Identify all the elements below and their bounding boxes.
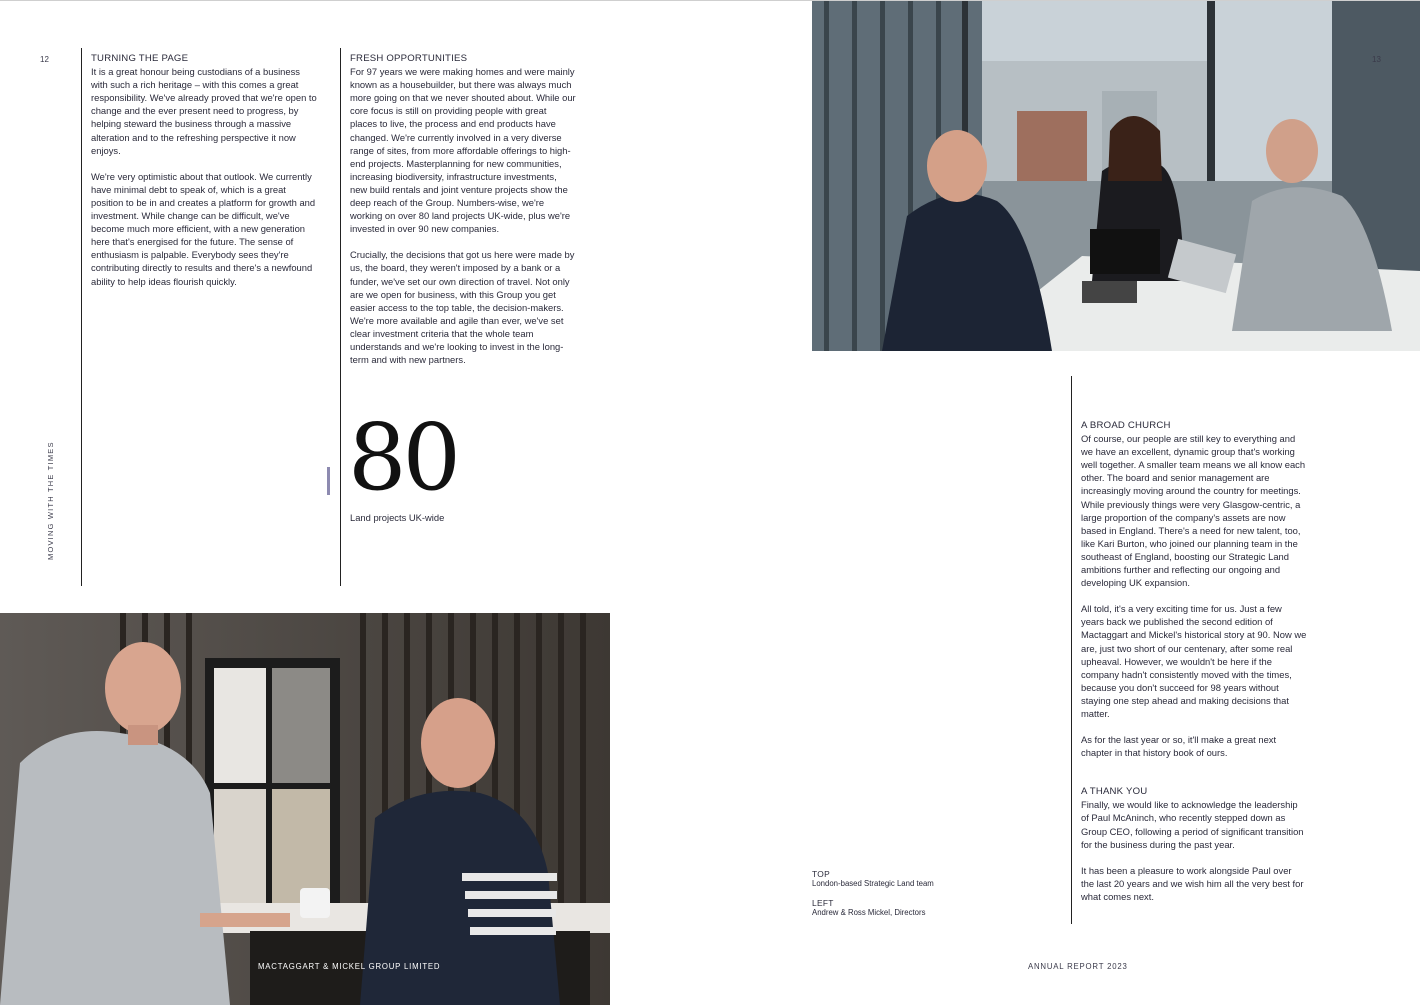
photo-caption-top — [812, 869, 1012, 889]
footer-report-title: ANNUAL REPORT 2023 — [1028, 962, 1128, 971]
section-heading: A BROAD CHURCH — [1081, 420, 1171, 431]
caption-text: London-based Strategic Land team — [812, 879, 934, 888]
stat-caption: Land projects UK-wide — [350, 512, 445, 523]
section-heading: A THANK YOU — [1081, 786, 1148, 798]
paragraph: All told, it's a very exciting time for us. Just a few years back we published the second edition of Mactaggart and Mickel's historical story at 90. Now we are, just two short of our centenary, after some real upheaval. However, we wouldn't be here if the company hadn't consistently moved with the times, because you don't succeed for 98 years without staying one step ahead and making decisions that matter. — [1081, 603, 1307, 719]
column-rule-2 — [340, 48, 341, 586]
column-fresh-opportunities — [350, 52, 576, 379]
column-turning-the-page — [91, 52, 317, 301]
section-heading: TURNING THE PAGE — [91, 53, 189, 64]
paragraph: As for the last year or so, it'll make a great next chapter in that history book of ours. — [1081, 734, 1277, 759]
column-rule-1 — [81, 48, 82, 586]
page-number-right: 13 — [1372, 55, 1381, 64]
column-broad-church — [1081, 419, 1307, 916]
caption-text: Andrew & Ross Mickel, Directors — [812, 908, 926, 917]
column-rule-3 — [1071, 376, 1072, 924]
paragraph: Finally, we would like to acknowledge the leadership of Paul McAninch, who recently stepped down as Group CEO, following a period of significant transition for the business during the past year. — [1081, 799, 1304, 850]
paragraph: Of course, our people are still key to everything and we have an excellent, dynamic group that's working well together. A smaller team means we all know each other. The board and senior management are increasingly moving around the country for meetings. While previously things were very Glasgow-centric, a large proportion of the company's assets are now based in England. There's a need for new talent, too, like Kari Burton, who joined our planning team in the southeast of England, boosting our Strategic Land ambitions further and reflecting our ongoing and developing UK expansion. — [1081, 433, 1306, 589]
stat-value: 80 — [348, 404, 458, 511]
section-heading: FRESH OPPORTUNITIES — [350, 53, 468, 64]
section-side-label: MOVING WITH THE TIMES — [46, 441, 55, 560]
paragraph: Crucially, the decisions that got us here were made by us, the board, they weren't imposed by a bank or a funder, we've set our own direction of travel. Not only are we open for business, with this Group you get easier access to the top table, the decision-makers. We're more available and agile than ever, we've set clear investment criteria that the whole team understands and we're looking to invest in the long-term and with new partners. — [350, 249, 575, 366]
caption-label: TOP — [812, 869, 830, 879]
stat-accent-bar — [327, 467, 330, 495]
caption-label: LEFT — [812, 898, 834, 908]
paragraph: We're very optimistic about that outlook. We currently have minimal debt to speak of, which is a great position to be in and creates a platform for growth and investment. While change can be difficult, we've become much more efficient, with a new generation here that's energised for the future. The sense of enthusiasm is palpable. Everybody sees they're contributing directly to results and there's a newfound ability to help ideas flourish quickly. — [91, 170, 316, 287]
paragraph: It has been a pleasure to work alongside Paul over the last 20 years and we wish him all the very best for what comes next. — [1081, 864, 1304, 902]
photo-caption-left — [812, 898, 1012, 918]
page-number-left: 12 — [40, 55, 49, 64]
paragraph: For 97 years we were making homes and were mainly known as a housebuilder, but there was always much more going on that we never shouted about. While our core focus is still on providing people with great places to live, the process and end products have changed. We're currently involved in a very diverse range of sites, from more affordable offerings to high-end projects. Masterplanning for new communities, increasing biodiversity, infrastructure investments, new build rentals and joint venture projects show the deep reach of the Group. Numbers-wise, we're working on over 80 land projects UK-wide, plus we're invested in over 90 new companies. — [350, 66, 576, 235]
footer-company-name: MACTAGGART & MICKEL GROUP LIMITED — [258, 962, 441, 971]
photo-directors — [0, 613, 610, 1005]
photo-london-team — [812, 1, 1420, 351]
paragraph: It is a great honour being custodians of a business with such a rich heritage – with this comes a great responsibility. We've already proved that we're open to change and the ever present need to progress, by helping steward the business through a massive alteration and to the refreshing perspective it now enjoys. — [91, 66, 317, 156]
